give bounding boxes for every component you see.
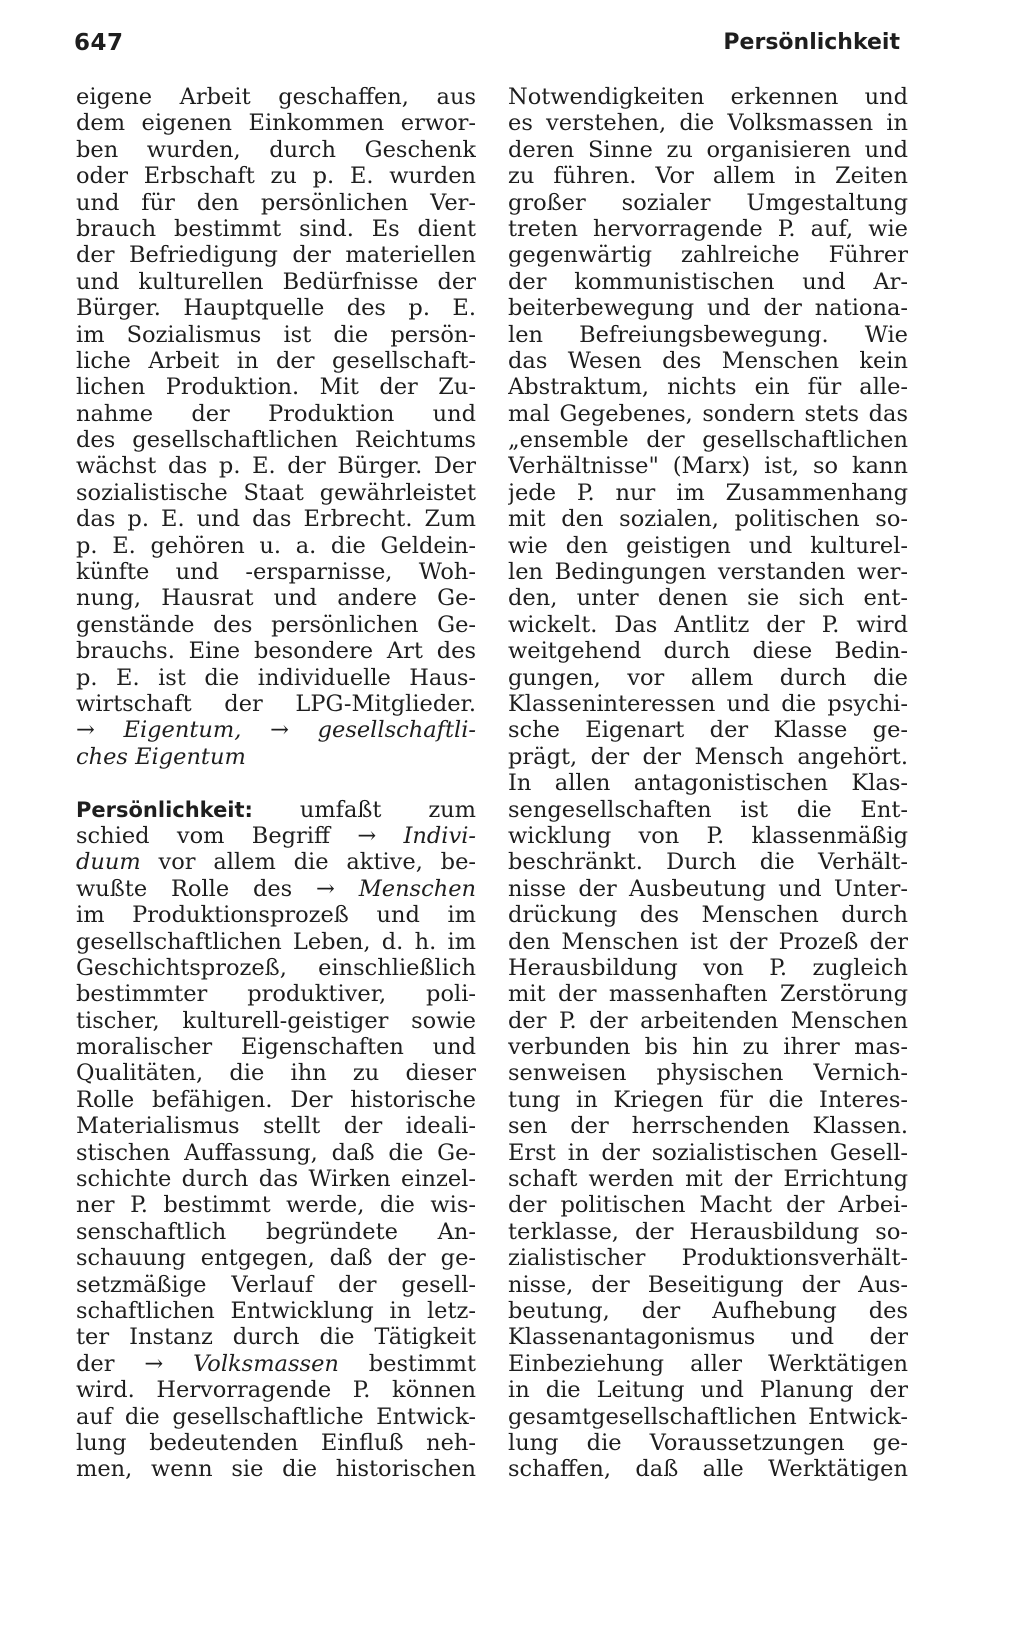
text-line: der P. der arbeitenden Menschen xyxy=(508,1007,908,1034)
text-line: senschaftlich begründete An- xyxy=(76,1218,476,1245)
text-line xyxy=(76,849,476,875)
text-line: nisse der Ausbeutung und Unter- xyxy=(508,875,908,902)
text-line: tung in Kriegen für die Interes- xyxy=(508,1086,908,1113)
text-line xyxy=(76,1351,476,1377)
text-line: beiterbewegung und der nationa- xyxy=(508,295,908,322)
text-line: sozialistische Staat gewährleistet xyxy=(76,479,476,506)
text-line: wirtschaft der LPG-Mitglieder. xyxy=(76,690,476,717)
text-line: mit den sozialen, politischen so- xyxy=(508,506,908,533)
entry-persoenlichkeit xyxy=(76,797,476,1483)
page-number: 647 xyxy=(74,30,124,56)
text-line: der Befriedigung der materiellen xyxy=(76,242,476,269)
cross-reference: → Volksmassen xyxy=(144,1350,339,1377)
text-line: schaft werden mit der Errichtung xyxy=(508,1166,908,1193)
text-line: liche Arbeit in der gesellschaft- xyxy=(76,347,476,374)
text-line: das p. E. und das Erbrecht. Zum xyxy=(76,506,476,533)
text-line: In allen antagonistischen Klas- xyxy=(508,770,908,797)
text-line: ter Instanz durch die Tätigkeit xyxy=(76,1324,476,1351)
text-line: mit der massenhaften Zerstörung xyxy=(508,981,908,1008)
text-line: len Bedingungen verstanden wer- xyxy=(508,559,908,586)
text-line: p. E. gehören u. a. die Geldein- xyxy=(76,532,476,559)
text-line: gesamtgesellschaftlichen Entwick- xyxy=(508,1403,908,1430)
text-line: weitgehend durch diese Bedin- xyxy=(508,638,908,665)
entry-persoenliches-eigentum-continuation xyxy=(76,84,476,770)
headword: Persönlichkeit: xyxy=(76,797,253,822)
text-line: prägt, der der Mensch angehört. xyxy=(508,743,908,770)
text-line: mal Gegebenes, sondern stets das xyxy=(508,400,908,427)
text-line: schaffen, daß alle Werktätigen xyxy=(508,1456,908,1483)
text-line: brauch bestimmt sind. Es dient xyxy=(76,215,476,242)
cross-reference: → Menschen xyxy=(316,875,476,902)
text-line: den Menschen ist der Prozeß der xyxy=(508,928,908,955)
text-line: nahme der Produktion und xyxy=(76,400,476,427)
text-line: sengesellschaften ist die Ent- xyxy=(508,796,908,823)
text-line: len Befreiungsbewegung. Wie xyxy=(508,321,908,348)
text-line: nisse, der Beseitigung der Aus- xyxy=(508,1271,908,1298)
text-fragment: vor allem die aktive, be- xyxy=(140,849,476,876)
text-line: beutung, der Aufhebung des xyxy=(508,1297,908,1324)
text-line: im Sozialismus ist die persön- xyxy=(76,321,476,348)
text-line: Materialismus stellt der ideali- xyxy=(76,1113,476,1140)
entry-gap xyxy=(76,770,476,796)
text-line xyxy=(76,876,476,902)
right-column xyxy=(508,84,908,1483)
text-line: oder Erbschaft zu p. E. wurden xyxy=(76,163,476,190)
text-line: es verstehen, die Volksmassen in xyxy=(508,110,908,137)
text-line: des gesellschaftlichen Reichtums xyxy=(76,427,476,454)
text-line: „ensemble der gesellschaftlichen xyxy=(508,427,908,454)
cross-reference: duum xyxy=(76,849,141,876)
text-line: terklasse, der Herausbildung so- xyxy=(508,1218,908,1245)
text-line: Verhältnisse" (Marx) ist, so kann xyxy=(508,453,908,480)
text-line: lung bedeutenden Einfluß neh- xyxy=(76,1429,476,1456)
text-line: zu führen. Vor allem in Zeiten xyxy=(508,163,908,190)
text-line: Bürger. Hauptquelle des p. E. xyxy=(76,295,476,322)
text-line: senweisen physischen Vernich- xyxy=(508,1060,908,1087)
text-line: Klasseninteressen und die psychi- xyxy=(508,690,908,717)
text-line: men, wenn sie die historischen xyxy=(76,1456,476,1483)
text-line: treten hervorragende P. auf, wie xyxy=(508,215,908,242)
text-line: wickelt. Das Antlitz der P. wird xyxy=(508,611,908,638)
text-line: wicklung von P. klassenmäßig xyxy=(508,822,908,849)
text-line: Notwendigkeiten erkennen und xyxy=(508,84,908,110)
text-line: brauchs. Eine besondere Art des xyxy=(76,638,476,665)
left-column xyxy=(76,84,476,1483)
text-line: gegenwärtig zahlreiche Führer xyxy=(508,242,908,269)
cross-reference: → Indivi- xyxy=(357,822,476,849)
cross-reference: ches Eigentum xyxy=(76,743,246,770)
text-line: beschränkt. Durch die Verhält- xyxy=(508,849,908,876)
text-line: eigene Arbeit geschaffen, aus xyxy=(76,84,476,110)
text-line: zialistischer Produktionsverhält- xyxy=(508,1245,908,1272)
text-line: Einbeziehung aller Werktätigen xyxy=(508,1350,908,1377)
text-line: lung die Voraussetzungen ge- xyxy=(508,1429,908,1456)
text-line: ner P. bestimmt werde, die wis- xyxy=(76,1192,476,1219)
text-line: wächst das p. E. der Bürger. Der xyxy=(76,453,476,480)
text-line: verbunden bis hin zu ihrer mas- xyxy=(508,1034,908,1061)
text-line: der kommunistischen und Ar- xyxy=(508,268,908,295)
running-head: Persönlichkeit xyxy=(723,30,900,55)
text-line: dem eigenen Einkommen erwor- xyxy=(76,110,476,137)
text-line: setzmäßige Verlauf der gesell- xyxy=(76,1271,476,1298)
text-line: schichte durch das Wirken einzel- xyxy=(76,1166,476,1193)
text-fragment: umfaßt zum xyxy=(299,796,476,823)
text-line: stischen Auffassung, daß die Ge- xyxy=(76,1139,476,1166)
text-line xyxy=(76,823,476,849)
cross-reference: → Eigentum, → gesellschaftli- xyxy=(76,717,476,744)
text-line: tischer, kulturell-geistiger sowie xyxy=(76,1007,476,1034)
text-line: Rolle befähigen. Der historische xyxy=(76,1086,476,1113)
text-line: bestimmter produktiver, poli- xyxy=(76,981,476,1008)
text-line: schauung entgegen, daß der ge- xyxy=(76,1245,476,1272)
text-line: gungen, vor allem durch die xyxy=(508,664,908,691)
text-line: schaftlichen Entwicklung in letz- xyxy=(76,1297,476,1324)
text-line: genstände des persönlichen Ge- xyxy=(76,611,476,638)
text-line: Erst in der sozialistischen Gesell- xyxy=(508,1139,908,1166)
text-line: wie den geistigen und kulturel- xyxy=(508,532,908,559)
text-line: lichen Produktion. Mit der Zu- xyxy=(76,374,476,401)
text-line: deren Sinne zu organisieren und xyxy=(508,136,908,163)
text-line: das Wesen des Menschen kein xyxy=(508,347,908,374)
text-fragment: bestimmt xyxy=(338,1350,476,1377)
text-fragment: der xyxy=(76,1350,145,1377)
text-line: Klassenantagonismus und der xyxy=(508,1324,908,1351)
text-line: nung, Hausrat und andere Ge- xyxy=(76,585,476,612)
text-line: wird. Hervorragende P. können xyxy=(76,1377,476,1404)
text-line: der politischen Macht der Arbei- xyxy=(508,1192,908,1219)
text-fragment: wußte Rolle des xyxy=(76,875,317,902)
text-line: in die Leitung und Planung der xyxy=(508,1377,908,1404)
text-line: großer sozialer Umgestaltung xyxy=(508,189,908,216)
text-line: auf die gesellschaftliche Entwick- xyxy=(76,1403,476,1430)
text-line: ben wurden, durch Geschenk xyxy=(76,136,476,163)
text-line: Herausbildung von P. zugleich xyxy=(508,954,908,981)
text-line: moralischer Eigenschaften und xyxy=(76,1034,476,1061)
text-line: künfte und -ersparnisse, Woh- xyxy=(76,559,476,586)
text-line: gesellschaftlichen Leben, d. h. im xyxy=(76,928,476,955)
text-line: sche Eigenart der Klasse ge- xyxy=(508,717,908,744)
text-line: und für den persönlichen Ver- xyxy=(76,189,476,216)
text-line: im Produktionsprozeß und im xyxy=(76,902,476,929)
text-line xyxy=(76,797,476,823)
text-line: drückung des Menschen durch xyxy=(508,902,908,929)
text-line: Geschichtsprozeß, einschließlich xyxy=(76,954,476,981)
text-line: Abstraktum, nichts ein für alle- xyxy=(508,374,908,401)
text-line: p. E. ist die individuelle Haus- xyxy=(76,664,476,691)
text-line: jede P. nur im Zusammenhang xyxy=(508,479,908,506)
text-line: den, unter denen sie sich ent- xyxy=(508,585,908,612)
text-line: und kulturellen Bedürfnisse der xyxy=(76,268,476,295)
text-fragment: schied vom Begriff xyxy=(76,822,358,849)
text-line: Qualitäten, die ihn zu dieser xyxy=(76,1060,476,1087)
text-line: sen der herrschenden Klassen. xyxy=(508,1113,908,1140)
